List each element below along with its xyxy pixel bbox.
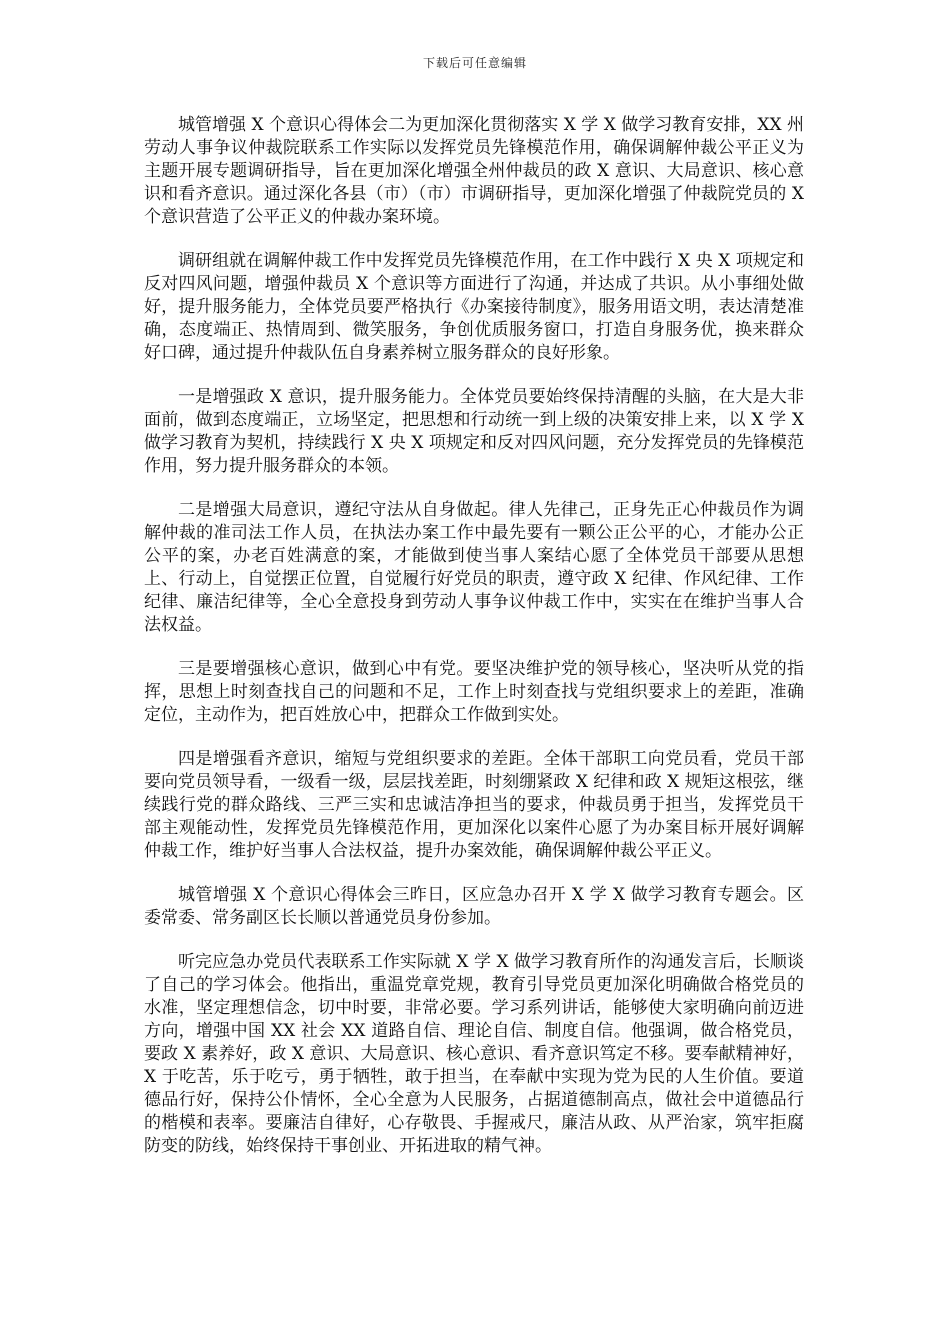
paragraph-2: 调研组就在调解仲裁工作中发挥党员先锋模范作用，在工作中践行 X 央 X 项规定和反对四风问题，增强仲裁员 X 个意识等方面进行了沟通，并达成了共识。从小事细处做好，提升服务能力，全体党员要严格执行《办案接待制度》，服务用语文明，表达清楚准确，态度端正、热情周到、微笑服务，争创优质服务窗口，打造自身服务优，换来群众好口碑，通过提升仲裁队伍自身素养树立服务群众的良好形象。: [144, 251, 804, 363]
paragraph-8: 听完应急办党员代表联系工作实际就 X 学 X 做学习教育所作的沟通发言后，长顺谈了自己的学习体会。他指出，重温党章党规，教育引导党员更加深化明确做合格党员的水准，坚定理想信念，切中时要，非常必要。学习系列讲话，能够使大家明确向前迈进方向，增强中国 XX 社会 XX 道路自信、理论自信、制度自信。他强调，做合格党员，要政 X 素养好，政 X 意识、大局意识、核心意识、看齐意识笃定不移。要奉献精神好，X 于吃苦，乐于吃亏，勇于牺牲，敢于担当，在奉献中实现为党为民的人生价值。要道德品行好，保持公仆情怀，全心全意为人民服务，占据道德制高点，做社会中道德品行的楷模和表率。要廉洁自律好，心存敬畏、手握戒尺，廉洁从政、从严治家，筑牢拒腐防变的防线，始终保持干事创业、开拓进取的精气神。: [144, 952, 804, 1156]
paragraph-1: 城管增强 X 个意识心得体会二为更加深化贯彻落实 X 学 X 做学习教育安排，XX 州劳动人事争议仲裁院联系工作实际以发挥党员先锋模范作用，确保调解仲裁公平正义为主题开展专题调研指导，旨在更加深化增强全州仲裁员的政 X 意识、大局意识、核心意识和看齐意识。通过深化各县（市）（市）市调研指导，更加深化增强了仲裁院党员的 X 个意识营造了公平正义的仲裁办案环境。: [144, 115, 804, 227]
document-body: [144, 114, 804, 1179]
paragraph-7: 城管增强 X 个意识心得体会三昨日，区应急办召开 X 学 X 做学习教育专题会。区委常委、常务副区长长顺以普通党员身份参加。: [144, 885, 804, 928]
header-note: 下载后可任意编辑: [422, 56, 527, 70]
paragraph-5: 三是要增强核心意识，做到心中有党。要坚决维护党的领导核心，坚决听从党的指挥，思想上时刻查找自己的问题和不足，工作上时刻查找与党组织要求上的差距，准确定位，主动作为，把百姓放心中，把群众工作做到实处。: [144, 659, 804, 725]
paragraph-4: 二是增强大局意识，遵纪守法从自身做起。律人先律己，正身先正心仲裁员作为调解仲裁的准司法工作人员，在执法办案工作中最先要有一颗公正公平的心，才能办公正公平的案，办老百姓满意的案，才能做到使当事人案结心愿了全体党员干部要从思想上、行动上，自觉摆正位置，自觉履行好党员的职责，遵守政 X 纪律、作风纪律、工作纪律、廉洁纪律等，全心全意投身到劳动人事争议仲裁工作中，实实在在维护当事人合法权益。: [144, 500, 804, 635]
paragraph-6: 四是增强看齐意识，缩短与党组织要求的差距。全体干部职工向党员看，党员干部要向党员领导看，一级看一级，层层找差距，时刻绷紧政 X 纪律和政 X 规矩这根弦，继续践行党的群众路线、三严三实和忠诚洁净担当的要求，仲裁员勇于担当，发挥党员干部主观能动性，发挥党员先锋模范作用，更加深化以案件心愿了为办案目标开展好调解仲裁工作，维护好当事人合法权益，提升办案效能，确保调解仲裁公平正义。: [144, 749, 804, 861]
paragraph-3: 一是增强政 X 意识，提升服务能力。全体党员要始终保持清醒的头脑，在大是大非面前，做到态度端正，立场坚定，把思想和行动统一到上级的决策安排上来，以 X 学 X 做学习教育为契机，持续践行 X 央 X 项规定和反对四风问题，充分发挥党员的先锋模范作用，努力提升服务群众的本领。: [144, 387, 804, 476]
